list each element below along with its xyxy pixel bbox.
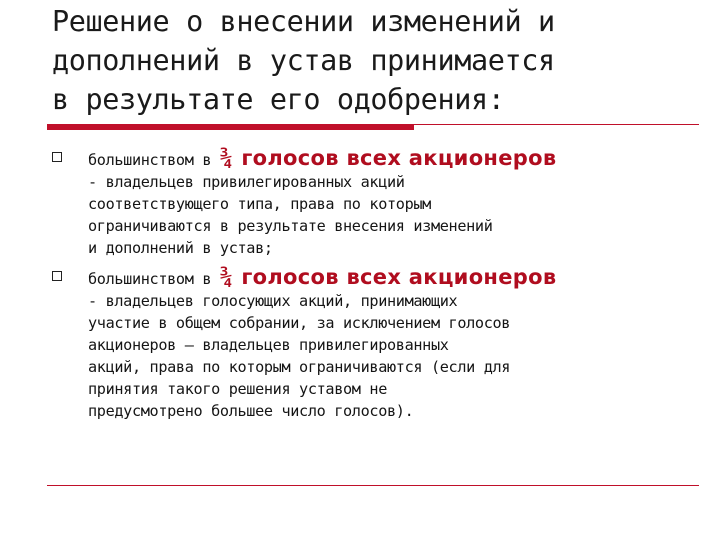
bullet-line: акционеров – владельцев привилегированных	[88, 336, 449, 354]
bullet-line: и дополнений в устав;	[88, 239, 273, 257]
bullet-line: акций, права по которым ограничиваются (если для	[88, 358, 511, 376]
square-bullet-icon	[52, 271, 62, 281]
title-underline-thin	[414, 124, 699, 125]
bullet-line: участие в общем собрании, за исключением голосов	[88, 314, 511, 332]
bullet-line: ограничиваются в результате внесения изменений	[88, 217, 493, 235]
bullet-text	[88, 147, 688, 259]
title-line: Решение о внесении изменений и	[52, 5, 555, 38]
lead-emphasis: голосов всех акционеров	[241, 265, 557, 289]
lead-fraction: ¾	[219, 265, 233, 289]
bullet-line: - владельцев привилегированных акций	[88, 173, 405, 191]
bullet-line: соответствующего типа, права по которым	[88, 195, 431, 213]
lead-emphasis: голосов всех акционеров	[241, 146, 557, 170]
bullet-line: предусмотрено большее число голосов).	[88, 402, 414, 420]
square-bullet-icon	[52, 152, 62, 162]
bullet-line: - владельцев голосующих акций, принимающих	[88, 292, 458, 310]
bullet-lead	[88, 266, 688, 290]
lead-prefix: большинством в	[88, 151, 212, 169]
slide-title	[52, 2, 692, 119]
lead-prefix: большинством в	[88, 270, 212, 288]
bullet-line: принятия такого решения уставом не	[88, 380, 387, 398]
title-underline-thick	[47, 124, 414, 130]
title-line: дополнений в устав принимается	[52, 44, 555, 77]
bottom-rule	[47, 485, 699, 486]
lead-fraction: ¾	[219, 146, 233, 170]
bullet-text	[88, 266, 688, 422]
bullet-lead	[88, 147, 688, 171]
title-line: в результате его одобрения:	[52, 83, 505, 116]
